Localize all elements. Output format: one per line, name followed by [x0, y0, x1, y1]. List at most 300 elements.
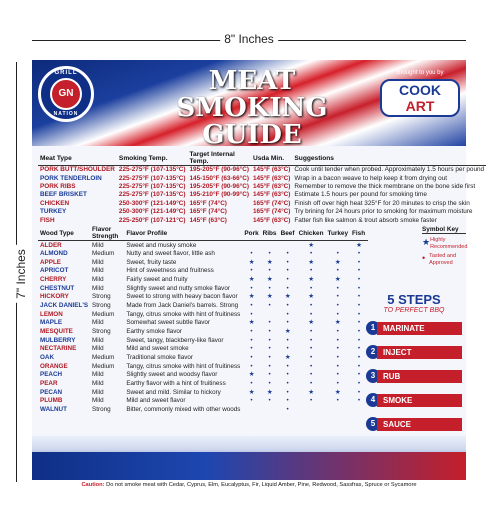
- col-wood-type: Wood Type: [38, 226, 90, 241]
- flavor-profile: Tangy, citrus smoke with hint of fruitiness: [126, 310, 241, 318]
- flavor-strength: Medium: [92, 250, 115, 257]
- dot-icon: •: [309, 354, 313, 362]
- brand-badge: [380, 70, 460, 117]
- col-beef: Beef: [279, 226, 297, 241]
- dot-icon: •: [286, 250, 289, 257]
- symbol-key-header: Symbol Key: [422, 226, 466, 234]
- wood-row: [38, 397, 368, 406]
- meat-row: [38, 191, 486, 199]
- title-line-2: SMOKING: [176, 93, 328, 123]
- col-flavor-strength: Flavor Strength: [90, 226, 124, 241]
- dot-icon: •: [357, 328, 361, 336]
- caution-text: Do not smoke meat with Cedar, Cyprus, Elm, Eucalyptus, Fir, Liquid Amber, Pine, Redwood, Sassfras, Spruce or Sycamore: [106, 482, 417, 488]
- usda-min-temp: 145°F (63°C): [252, 182, 291, 190]
- dot-icon: •: [357, 345, 361, 353]
- wood-name: HICKORY: [40, 293, 69, 301]
- star-icon: ★: [308, 388, 314, 396]
- dot-icon: •: [357, 284, 361, 292]
- dot-icon: •: [357, 354, 361, 362]
- wood-name: PLUMB: [40, 397, 63, 405]
- wood-row: [38, 336, 368, 345]
- wood-name: APRICOT: [40, 267, 69, 275]
- flavor-strength: Mild: [92, 319, 104, 327]
- dot-icon: •: [336, 397, 339, 405]
- step-label: SAUCE: [377, 418, 462, 431]
- dot-icon: •: [309, 310, 313, 318]
- target-temp: 195-205°F (90-96°C): [189, 166, 249, 174]
- flavor-strength: Mild: [92, 397, 104, 405]
- meat-row: [38, 174, 486, 182]
- dot-icon: •: [309, 397, 313, 405]
- flavor-profile: Slightly sweet and nutty smoke flavor: [126, 284, 230, 292]
- cook-art-logo: [380, 79, 460, 117]
- wood-name: PEACH: [40, 371, 63, 379]
- dot-icon: [326, 241, 350, 250]
- usda-min-temp: 145°F (63°C): [252, 166, 291, 174]
- flavor-profile: Earthy flavor with a hint of fruitiness: [126, 380, 226, 388]
- dot-icon: •: [357, 397, 361, 405]
- symbol-key: [422, 226, 466, 269]
- dot-icon: •: [268, 267, 271, 275]
- logo-top-text: GRILL: [54, 70, 78, 76]
- dot-icon: •: [268, 371, 271, 379]
- target-temp: 165°F (74°C): [189, 208, 227, 216]
- wood-row: [38, 353, 368, 362]
- target-temp: 145-150°F (63-66°C): [189, 174, 249, 182]
- dot-icon: •: [268, 354, 271, 362]
- dot-icon: •: [250, 336, 253, 344]
- suggestion: Cook until tender when probed. Approximately 1.5 hours per pound: [294, 166, 485, 174]
- wood-name: MESQUITE: [40, 328, 73, 336]
- logo-bottom-text: NATION: [53, 111, 79, 117]
- step-number: 2: [366, 345, 380, 359]
- page-title: [142, 68, 362, 149]
- dot-icon: •: [286, 258, 289, 266]
- flavor-profile: Sweet to strong with heavy bacon flavor: [126, 293, 238, 301]
- dot-icon: •: [336, 250, 339, 257]
- step-number: 4: [366, 393, 380, 407]
- wood-name: APPLE: [40, 258, 61, 266]
- col-meat-type: Meat Type: [38, 151, 117, 166]
- star-icon: ★: [248, 276, 255, 284]
- grill-nation-logo: [38, 66, 94, 122]
- wood-row: [38, 258, 368, 267]
- brand-name-1: COOK: [399, 82, 441, 98]
- flavor-strength: Mild: [92, 267, 104, 275]
- smoking-temp: 225-275°F (107-135°C): [118, 191, 186, 199]
- smoking-temp: 225-275°F (107-135°C): [118, 182, 186, 190]
- wood-row: [38, 371, 368, 380]
- target-temp: 195-210°F (90-99°C): [189, 191, 249, 199]
- suggestion: Remember to remove the thick membrane on the bone side first: [294, 182, 476, 190]
- col-turkey: Turkey: [326, 226, 350, 241]
- wood-name: PEAR: [40, 380, 58, 388]
- dot-icon: •: [336, 310, 339, 318]
- width-label: 8" Inches: [220, 32, 278, 46]
- smoking-temp: 225-275°F (107-135°C): [118, 166, 186, 174]
- wood-type-table: [38, 226, 368, 414]
- wood-row: [38, 241, 368, 250]
- star-icon: ★: [308, 241, 314, 249]
- target-temp: 165°F (74°C): [189, 199, 227, 207]
- star-icon: ★: [284, 293, 291, 301]
- star-icon: ★: [248, 258, 255, 266]
- step-item: [366, 368, 462, 384]
- caution-note: [38, 482, 460, 488]
- star-icon: ★: [266, 276, 273, 284]
- usda-min-temp: 145°F (63°C): [252, 174, 291, 182]
- step-label: MARINATE: [377, 322, 462, 335]
- flavor-profile: Nutty and sweet flavor, little ash: [126, 250, 215, 257]
- five-steps-panel: [366, 292, 462, 440]
- star-icon: ★: [308, 319, 314, 327]
- dot-icon: •: [357, 276, 361, 284]
- flavor-strength: Mild: [92, 371, 104, 379]
- wood-name: PECAN: [40, 388, 63, 396]
- wood-name: MULBERRY: [40, 336, 76, 344]
- flavor-strength: Strong: [92, 328, 111, 336]
- dot-icon: •: [357, 388, 361, 396]
- wood-name: ORANGE: [40, 362, 68, 370]
- usda-min-temp: 165°F (74°C): [252, 199, 291, 207]
- dot-icon: •: [250, 267, 253, 275]
- meat-name: PORK BUTT/SHOULDER: [40, 166, 115, 174]
- dot-icon: •: [286, 362, 289, 370]
- height-label: 7" Inches: [14, 245, 28, 303]
- dot-icon: [279, 241, 297, 250]
- dot-icon: •: [250, 397, 253, 405]
- dot-icon: •: [250, 380, 253, 388]
- meat-row: [38, 199, 486, 207]
- star-icon: ★: [334, 319, 341, 327]
- dot-icon: [242, 405, 260, 414]
- flavor-strength: Medium: [92, 362, 115, 370]
- wood-row: [38, 267, 368, 276]
- promo-url: WWW.COOKARTLOVE.COM: [260, 494, 382, 504]
- dot-icon: •: [286, 276, 289, 284]
- smoking-temp: 250-300°F (121-149°C): [118, 208, 186, 216]
- dot-icon: •: [286, 406, 289, 414]
- col-fish: Fish: [350, 226, 368, 241]
- made-in-usa-text: Made with Pride in the USA: [424, 501, 462, 511]
- steps-subtitle: TO PERFECT BBQ: [383, 307, 445, 314]
- dot-icon: •: [336, 293, 339, 301]
- legend-text: Highly Recommended: [430, 237, 468, 250]
- wood-name: JACK DANIEL'S: [40, 302, 89, 310]
- height-dimension: [6, 62, 26, 482]
- usda-min-temp: 145°F (63°C): [252, 216, 291, 224]
- dot-icon: •: [286, 380, 289, 388]
- star-icon: ★: [266, 388, 273, 396]
- star-icon: ★: [308, 258, 314, 266]
- dot-icon: •: [268, 328, 271, 336]
- flavor-profile: Earthy smoke flavor: [126, 328, 182, 336]
- step-label: RUB: [377, 370, 462, 383]
- dot-icon: •: [286, 388, 289, 396]
- flavor-strength: Mild: [92, 241, 104, 249]
- wood-table-header: [38, 226, 368, 241]
- dot-icon: •: [250, 302, 253, 310]
- meat-name: PORK TENDERLOIN: [40, 174, 102, 182]
- flavor-strength: Medium: [92, 310, 115, 318]
- flavor-profile: Sweet, tangy, blackberry-like flavor: [126, 336, 224, 344]
- dot-icon: •: [357, 319, 361, 327]
- dot-icon: •: [357, 302, 361, 310]
- dot-icon: •: [309, 267, 313, 275]
- flavor-profile: Mild and sweet smoke: [126, 345, 189, 353]
- flavor-profile: Hint of sweetness and fruitness: [126, 267, 214, 275]
- logo-center-text: GN: [50, 78, 82, 110]
- star-icon: ★: [356, 241, 362, 249]
- flavor-profile: Made from Jack Daniel's barrels. Strong: [126, 302, 239, 310]
- dot-icon: [297, 405, 326, 414]
- dot-icon: •: [336, 302, 339, 310]
- flavor-profile: Sweet, fruity taste: [126, 258, 177, 266]
- wood-row: [38, 327, 368, 336]
- dot-icon: •: [250, 345, 253, 353]
- dot-icon: [242, 241, 260, 250]
- star-icon: ★: [248, 388, 255, 396]
- flavor-strength: Strong: [92, 293, 111, 301]
- meat-table-header: [38, 151, 486, 166]
- wood-row: [38, 284, 368, 293]
- wood-name: MAPLE: [40, 319, 63, 327]
- title-line-3: GUIDE: [202, 120, 302, 150]
- dot-icon: •: [357, 371, 361, 379]
- flavor-profile: Bitter, commonly mixed with other woods: [126, 406, 241, 414]
- flavor-profile: Mild and sweet flavor: [126, 397, 186, 405]
- wood-row: [38, 388, 368, 397]
- flavor-strength: Mild: [92, 258, 104, 266]
- dot-icon: •: [268, 362, 271, 370]
- meat-name: FISH: [40, 216, 55, 224]
- wood-name: NECTARINE: [40, 345, 77, 353]
- step-number: 5: [366, 417, 380, 431]
- dot-icon: •: [286, 284, 289, 292]
- wood-row: [38, 345, 368, 354]
- dot-icon: •: [336, 284, 339, 292]
- dot-icon: •: [286, 310, 289, 318]
- col-ribs: Ribs: [261, 226, 279, 241]
- wood-row: [38, 310, 368, 319]
- steps-title: 5 STEPS: [387, 292, 441, 307]
- meat-temperature-table: [38, 151, 486, 224]
- meat-name: PORK RIBS: [40, 182, 76, 190]
- dot-icon: •: [268, 345, 271, 353]
- flavor-profile: Slightly sweet and woodsy flavor: [126, 371, 218, 379]
- dot-icon: •: [357, 258, 361, 266]
- magnet-chart: [32, 60, 485, 511]
- star-icon: ★: [266, 258, 273, 266]
- usda-min-temp: 165°F (74°C): [252, 208, 291, 216]
- flavor-profile: Sweet and mild. Similar to hickory: [126, 388, 221, 396]
- smoking-temp: 225-275°F (107-135°C): [118, 174, 186, 182]
- dot-icon: •: [336, 267, 339, 275]
- meat-name: CHICKEN: [40, 199, 70, 207]
- star-icon: ★: [248, 371, 255, 379]
- meat-row: [38, 216, 486, 224]
- step-number: 1: [366, 321, 380, 335]
- promo-message: Receive exclusive discounts on your favorite grilling products at: [62, 497, 261, 504]
- usda-min-temp: 145°F (63°C): [252, 191, 291, 199]
- dot-icon: •: [336, 362, 339, 370]
- dot-icon: •: [250, 284, 253, 292]
- dot-icon: [326, 405, 350, 414]
- flavor-profile: Tangy, citrus smoke with hint of fruitiness: [126, 362, 241, 370]
- wood-row: [38, 379, 368, 388]
- wood-name: LEMON: [40, 310, 63, 318]
- wood-row: [38, 275, 368, 284]
- dot-icon: •: [250, 354, 253, 362]
- step-item: [366, 392, 462, 408]
- dot-icon: •: [336, 345, 339, 353]
- dot-icon: •: [309, 328, 313, 336]
- wood-row: [38, 301, 368, 310]
- star-icon: ★: [334, 388, 341, 396]
- dot-icon: •: [309, 345, 313, 353]
- star-icon: ★: [284, 354, 291, 362]
- dot-icon: •: [286, 302, 289, 310]
- star-icon: ★: [248, 293, 255, 301]
- dot-icon: •: [336, 371, 339, 379]
- title-line-1: MEAT: [208, 66, 296, 96]
- star-icon: ★: [308, 293, 314, 301]
- suggestion: Wrap in a bacon weave to help keep it from drying out: [294, 174, 448, 182]
- dot-icon: •: [309, 336, 313, 344]
- step-label: INJECT: [377, 346, 462, 359]
- flavor-strength: Mild: [92, 276, 104, 284]
- flavor-strength: Mild: [92, 284, 104, 292]
- width-dimension: [32, 30, 466, 52]
- col-smoking-temp: Smoking Temp.: [117, 151, 188, 166]
- copyright-text: Copyright © Cookart 2018: [225, 505, 273, 510]
- col-suggestions: Suggestions: [292, 151, 486, 166]
- suggestion: Estimate 1.5 hours per pound for smoking time: [294, 191, 427, 199]
- dot-icon: •: [357, 293, 361, 301]
- dot-icon: •: [250, 310, 253, 318]
- meat-name: TURKEY: [40, 208, 67, 216]
- wood-row: [38, 293, 368, 302]
- wood-name: ALMOND: [40, 250, 68, 257]
- suggestion: Finish off over high heat 325°F for 20 minutes to crisp the skin: [294, 199, 470, 207]
- dot-icon: •: [268, 336, 271, 344]
- dot-icon: •: [336, 354, 339, 362]
- legend-item: [422, 253, 466, 266]
- dot-icon: •: [357, 362, 361, 370]
- dot-icon: •: [286, 371, 289, 379]
- wood-name: ALDER: [40, 241, 62, 249]
- dot-icon: •: [357, 250, 361, 257]
- dot-icon: •: [357, 336, 361, 344]
- dot-icon: •: [268, 250, 271, 257]
- star-icon: ★: [334, 258, 341, 266]
- step-item: [366, 320, 462, 336]
- dot-icon: •: [286, 336, 289, 344]
- brought-by-text: Brought to you by: [396, 70, 444, 76]
- flavor-profile: Somewhat sweet subtle flavor: [126, 319, 210, 327]
- meat-row: [38, 166, 486, 174]
- step-number: 3: [366, 369, 380, 383]
- dot-icon: •: [357, 380, 361, 388]
- flavor-profile: Traditional smoke flavor: [126, 354, 193, 362]
- caution-label: Caution:: [81, 482, 105, 488]
- wood-name: CHESTNUT: [40, 284, 75, 292]
- dot-icon: •: [286, 319, 289, 327]
- star-icon: ★: [284, 328, 291, 336]
- dot-icon: •: [250, 362, 253, 370]
- dot-icon: •: [309, 380, 313, 388]
- star-icon: ★: [248, 319, 255, 327]
- step-item: [366, 416, 462, 432]
- dot-icon: •: [250, 328, 253, 336]
- col-chicken: Chicken: [297, 226, 326, 241]
- star-icon: ★: [334, 276, 341, 284]
- dot-icon: [261, 310, 279, 319]
- target-temp: 145°F (63°C): [189, 216, 227, 224]
- flavor-strength: Medium: [92, 354, 115, 362]
- flavor-strength: Mild: [92, 345, 104, 353]
- promo-bar: [32, 452, 466, 480]
- dot-icon: •: [422, 253, 426, 263]
- wood-row: [38, 362, 368, 371]
- flavor-strength: Mild: [92, 336, 104, 344]
- meat-row: [38, 182, 486, 190]
- step-label: SMOKE: [377, 394, 462, 407]
- dot-icon: •: [357, 310, 361, 318]
- dot-icon: •: [336, 380, 339, 388]
- dot-icon: •: [286, 267, 289, 275]
- legend-text: Tasted and Approved: [429, 253, 457, 266]
- wood-row: [38, 249, 368, 258]
- wood-name: OAK: [40, 354, 54, 362]
- legend-item: [422, 237, 466, 250]
- dot-icon: •: [309, 250, 313, 257]
- wood-name: CHERRY: [40, 276, 67, 284]
- dot-icon: •: [268, 302, 271, 310]
- star-icon: ★: [422, 237, 431, 247]
- dot-icon: •: [336, 336, 339, 344]
- star-icon: ★: [308, 276, 314, 284]
- smoking-temp: 225-250°F (107-121°C): [118, 216, 186, 224]
- flavor-profile: Sweet and musky smoke: [126, 241, 197, 249]
- dot-icon: •: [309, 362, 313, 370]
- suggestion: Fatter fish like salmon & trout absorb smoke faster: [294, 216, 437, 224]
- dot-icon: [261, 405, 279, 414]
- suggestion: Try brining for 24 hours prior to smoking for maximum moisture: [294, 208, 473, 216]
- col-target-temp: Target Internal Temp.: [188, 151, 251, 166]
- flavor-strength: Strong: [92, 406, 111, 414]
- dot-icon: •: [268, 397, 271, 405]
- dot-icon: •: [336, 328, 339, 336]
- target-temp: 195-205°F (90-96°C): [189, 182, 249, 190]
- dot-icon: •: [357, 267, 361, 275]
- promo-text: [32, 494, 466, 504]
- wood-name: WALNUT: [40, 406, 67, 414]
- dot-icon: •: [268, 380, 271, 388]
- dot-icon: •: [286, 345, 289, 353]
- wood-row: [38, 405, 368, 414]
- flavor-strength: Mild: [92, 388, 104, 396]
- smoking-temp: 250-300°F (121-149°C): [118, 199, 186, 207]
- dot-icon: •: [250, 250, 253, 257]
- flavor-strength: Strong: [92, 302, 111, 310]
- meat-name: BEEF BRISKET: [40, 191, 87, 199]
- col-flavor-profile: Flavor Profile: [124, 226, 242, 241]
- dot-icon: •: [268, 319, 271, 327]
- step-item: [366, 344, 462, 360]
- dot-icon: •: [268, 284, 271, 292]
- dot-icon: •: [309, 302, 313, 310]
